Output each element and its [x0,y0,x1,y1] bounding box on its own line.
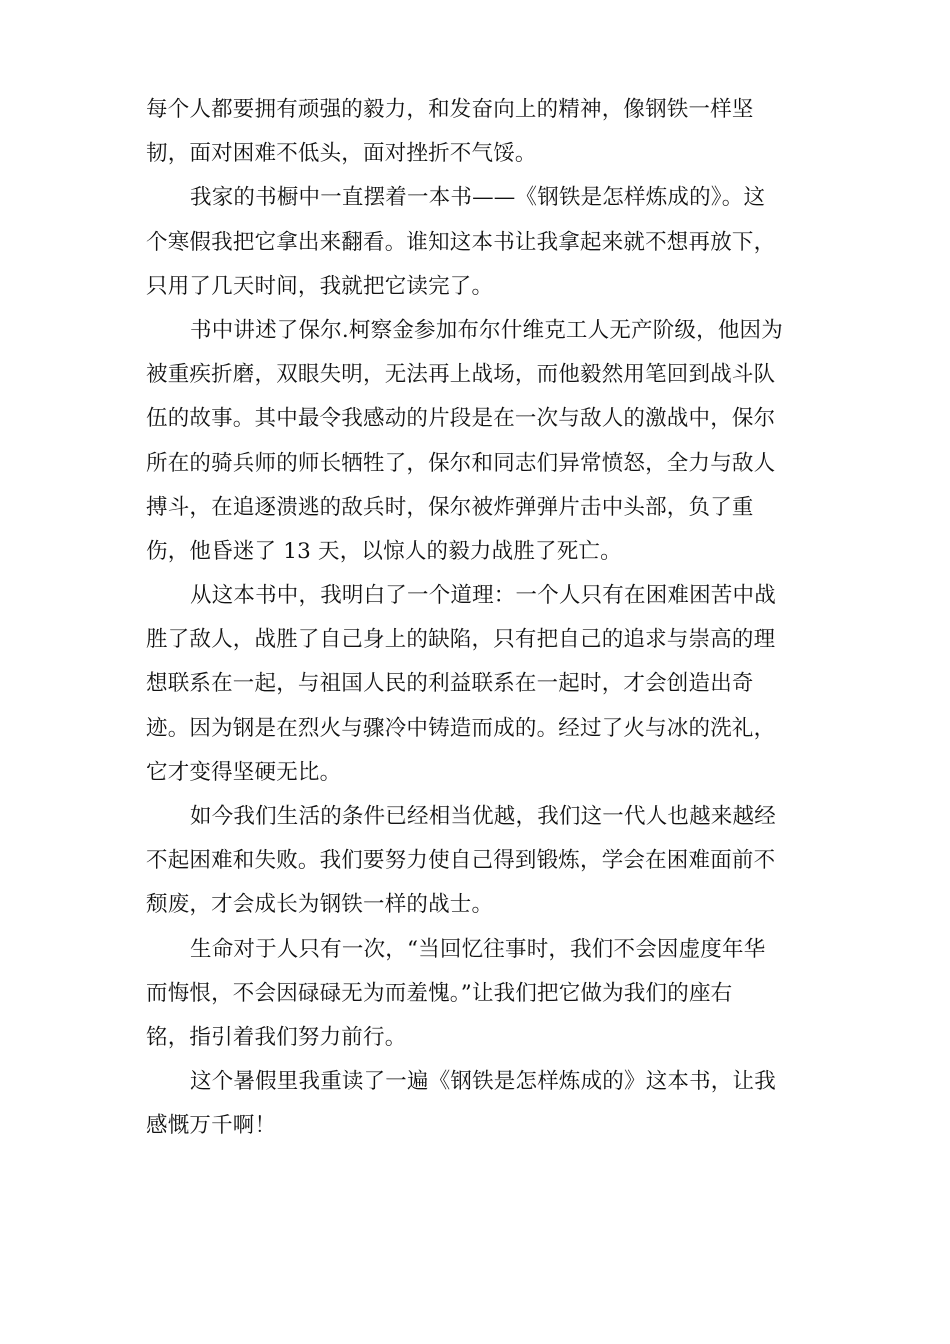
paragraph-first-line: 如今我们生活的条件已经相当优越，我们这一代人也越来越经 [190,804,776,829]
text-line: 只用了几天时间，我就把它读完了。 [146,273,494,299]
text-line: 颓废，才会成长为钢铁一样的战士。 [146,892,494,918]
text-line: 而悔恨，不会因碌碌无为而羞愧。”让我们把它做为我们的座右 [146,980,733,1006]
text-line: 伍的故事。其中最令我感动的片段是在一次与敌人的激战中，保尔 [146,406,776,432]
text-line: 伤，他昏迷了 13 天，以惊人的毅力战胜了死亡。 [146,538,622,564]
paragraph-first-line: 从这本书中，我明白了一个道理：一个人只有在困难困苦中战 [190,583,776,609]
paragraph-first-line: 生命对于人只有一次，“当回忆往事时，我们不会因虚度年华 [190,936,766,962]
paragraph-first-line: 我家的书橱中一直摆着一本书——《钢铁是怎样炼成的》。这 [190,185,766,211]
text-line: 铭，指引着我们努力前行。 [146,1024,407,1050]
essay-text [146,88,810,1149]
text-line: 胜了敌人，战胜了自己身上的缺陷，只有把自己的追求与崇高的理 [146,627,776,653]
text-line: 感慨万千啊！ [146,1113,277,1139]
text-line: 不起困难和失败。我们要努力使自己得到锻炼，学会在困难面前不 [146,848,776,874]
text-line: 搏斗，在追逐溃逃的敌兵时，保尔被炸弹弹片击中头部，负了重 [146,494,754,520]
paragraph-first-line: 书中讲述了保尔.柯察金参加布尔什维克工人无产阶级，他因为 [190,317,783,343]
text-line: 所在的骑兵师的师长牺牲了，保尔和同志们异常愤怒，全力与敌人 [146,450,776,476]
text-line: 它才变得坚硬无比。 [146,759,342,785]
text-line: 想联系在一起，与祖国人民的利益联系在一起时，才会创造出奇 [146,671,754,697]
text-line: 韧，面对困难不低头，面对挫折不气馁。 [146,141,537,167]
text-line: 迹。因为钢是在烈火与骤冷中铸造而成的。经过了火与冰的洗礼， [146,715,776,741]
text-line: 每个人都要拥有顽强的毅力，和发奋向上的精神，像钢铁一样坚 [146,97,754,122]
text-line: 被重疾折磨，双眼失明，无法再上战场，而他毅然用笔回到战斗队 [146,362,776,388]
text-line: 个寒假我把它拿出来翻看。谁知这本书让我拿起来就不想再放下， [146,229,776,255]
paragraph-first-line: 这个暑假里我重读了一遍《钢铁是怎样炼成的》这本书，让我 [190,1069,776,1095]
